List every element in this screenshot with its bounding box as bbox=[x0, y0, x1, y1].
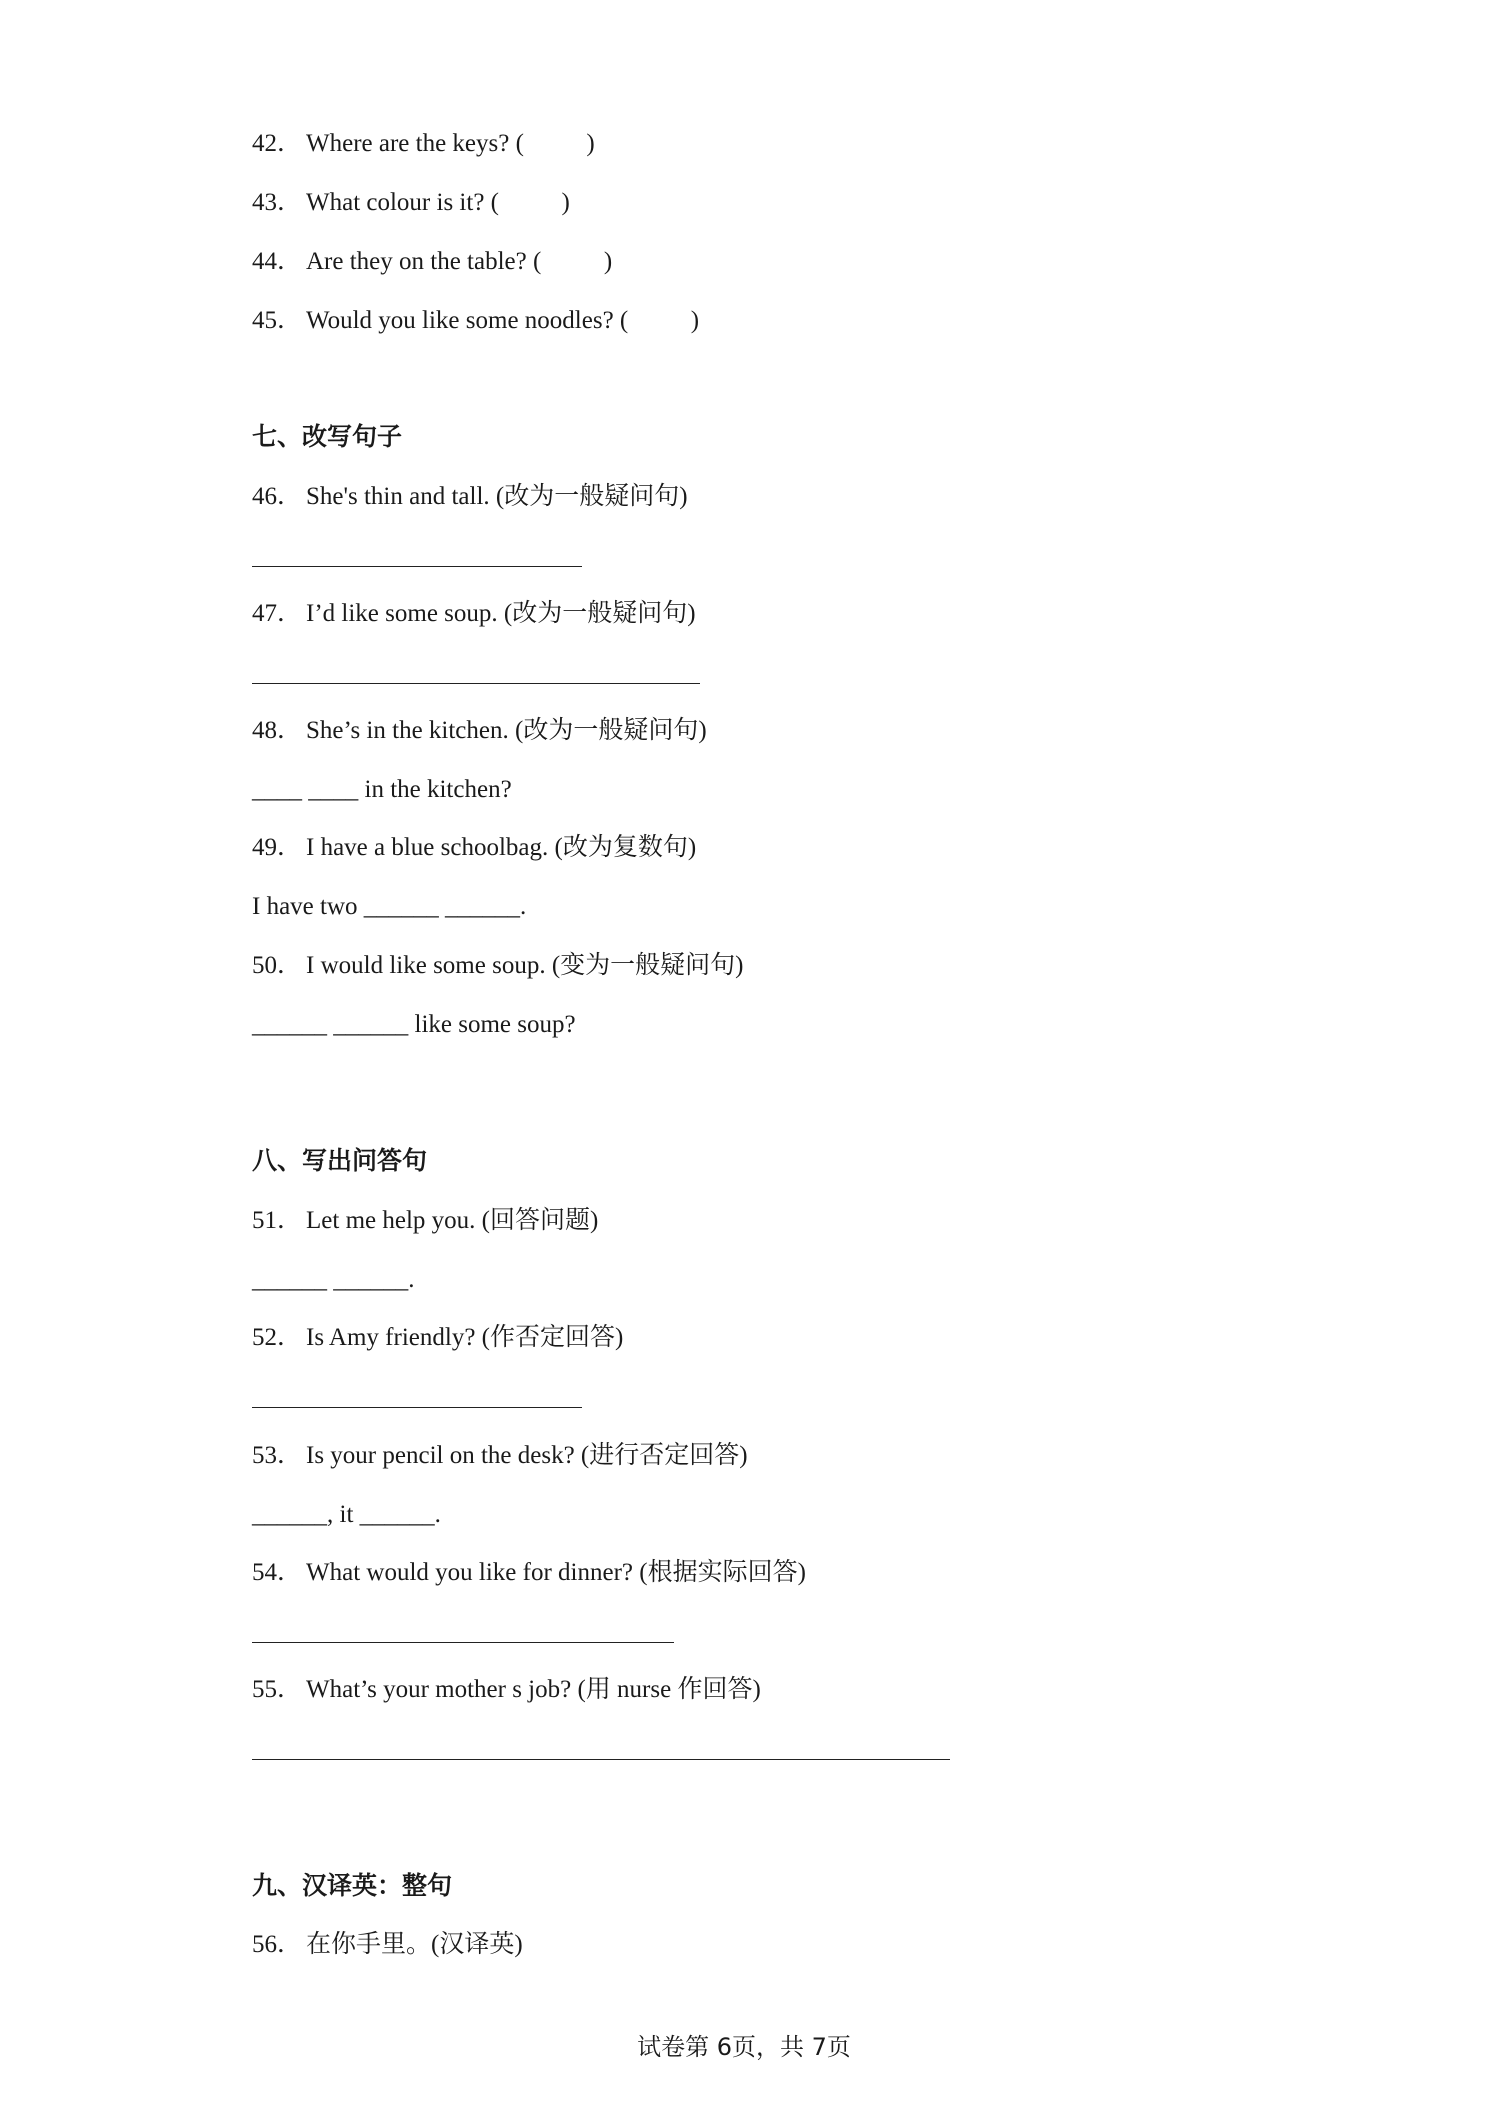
question-text: I’d like some soup. (改为一般疑问句) bbox=[306, 600, 696, 627]
question-number: 53． bbox=[252, 1442, 303, 1469]
question-number: 45． bbox=[252, 307, 303, 334]
question-text: I have a blue schoolbag. (改为复数句) bbox=[306, 834, 697, 861]
question-text: Where are the keys? ( ) bbox=[306, 130, 595, 157]
question-number: 48． bbox=[252, 717, 303, 744]
question-number: 49． bbox=[252, 834, 303, 861]
question-50 bbox=[252, 953, 743, 978]
question-49 bbox=[252, 835, 696, 860]
question-53 bbox=[252, 1443, 748, 1468]
answer-48[interactable]: ____ ____ in the kitchen? bbox=[252, 776, 512, 803]
question-number: 42． bbox=[252, 130, 303, 157]
question-48 bbox=[252, 718, 707, 743]
question-52 bbox=[252, 1325, 623, 1350]
answer-49[interactable]: I have two ______ ______. bbox=[252, 893, 527, 920]
question-text: She's thin and tall. (改为一般疑问句) bbox=[306, 483, 688, 510]
question-number: 51． bbox=[252, 1207, 303, 1234]
question-44 bbox=[252, 249, 612, 274]
question-text: Are they on the table? ( ) bbox=[306, 248, 613, 275]
question-text: What’s your mother s job? (用 nurse 作回答) bbox=[306, 1676, 761, 1703]
answer-53[interactable]: ______, it ______. bbox=[252, 1501, 441, 1528]
question-text: Is Amy friendly? (作否定回答) bbox=[306, 1324, 624, 1351]
answer-line-54[interactable] bbox=[252, 1642, 674, 1643]
question-text: I would like some soup. (变为一般疑问句) bbox=[306, 952, 744, 979]
question-text: Is your pencil on the desk? (进行否定回答) bbox=[306, 1442, 748, 1469]
question-42 bbox=[252, 131, 595, 156]
section-8-title: 八、写出问答句 bbox=[252, 1146, 428, 1175]
question-55 bbox=[252, 1677, 761, 1702]
page-footer: 试卷第 6页，共 7页 bbox=[637, 2033, 851, 2061]
question-number: 55． bbox=[252, 1676, 303, 1703]
question-number: 43． bbox=[252, 189, 303, 216]
question-56 bbox=[252, 1932, 523, 1957]
question-text: Would you like some noodles? ( ) bbox=[306, 307, 700, 334]
question-46 bbox=[252, 484, 688, 509]
question-text: 在你手里。(汉译英) bbox=[306, 1931, 523, 1958]
question-47 bbox=[252, 601, 696, 626]
question-text: What colour is it? ( ) bbox=[306, 189, 570, 216]
question-number: 54． bbox=[252, 1559, 303, 1586]
question-54 bbox=[252, 1560, 806, 1585]
answer-50[interactable]: ______ ______ like some soup? bbox=[252, 1011, 576, 1038]
answer-line-55[interactable] bbox=[252, 1759, 950, 1760]
question-number: 56． bbox=[252, 1931, 303, 1958]
question-45 bbox=[252, 308, 699, 333]
question-number: 46． bbox=[252, 483, 303, 510]
question-number: 50． bbox=[252, 952, 303, 979]
answer-line-52[interactable] bbox=[252, 1407, 582, 1408]
section-7-title: 七、改写句子 bbox=[252, 422, 403, 451]
question-43 bbox=[252, 190, 570, 215]
section-9-title: 九、汉译英：整句 bbox=[252, 1871, 453, 1900]
answer-line-46[interactable] bbox=[252, 566, 582, 567]
question-text: What would you like for dinner? (根据实际回答) bbox=[306, 1559, 806, 1586]
answer-51[interactable]: ______ ______. bbox=[252, 1266, 415, 1293]
question-text: She’s in the kitchen. (改为一般疑问句) bbox=[306, 717, 707, 744]
question-51 bbox=[252, 1208, 598, 1233]
question-number: 47． bbox=[252, 600, 303, 627]
question-text: Let me help you. (回答问题) bbox=[306, 1207, 599, 1234]
question-number: 44． bbox=[252, 248, 303, 275]
question-number: 52． bbox=[252, 1324, 303, 1351]
answer-line-47[interactable] bbox=[252, 683, 700, 684]
